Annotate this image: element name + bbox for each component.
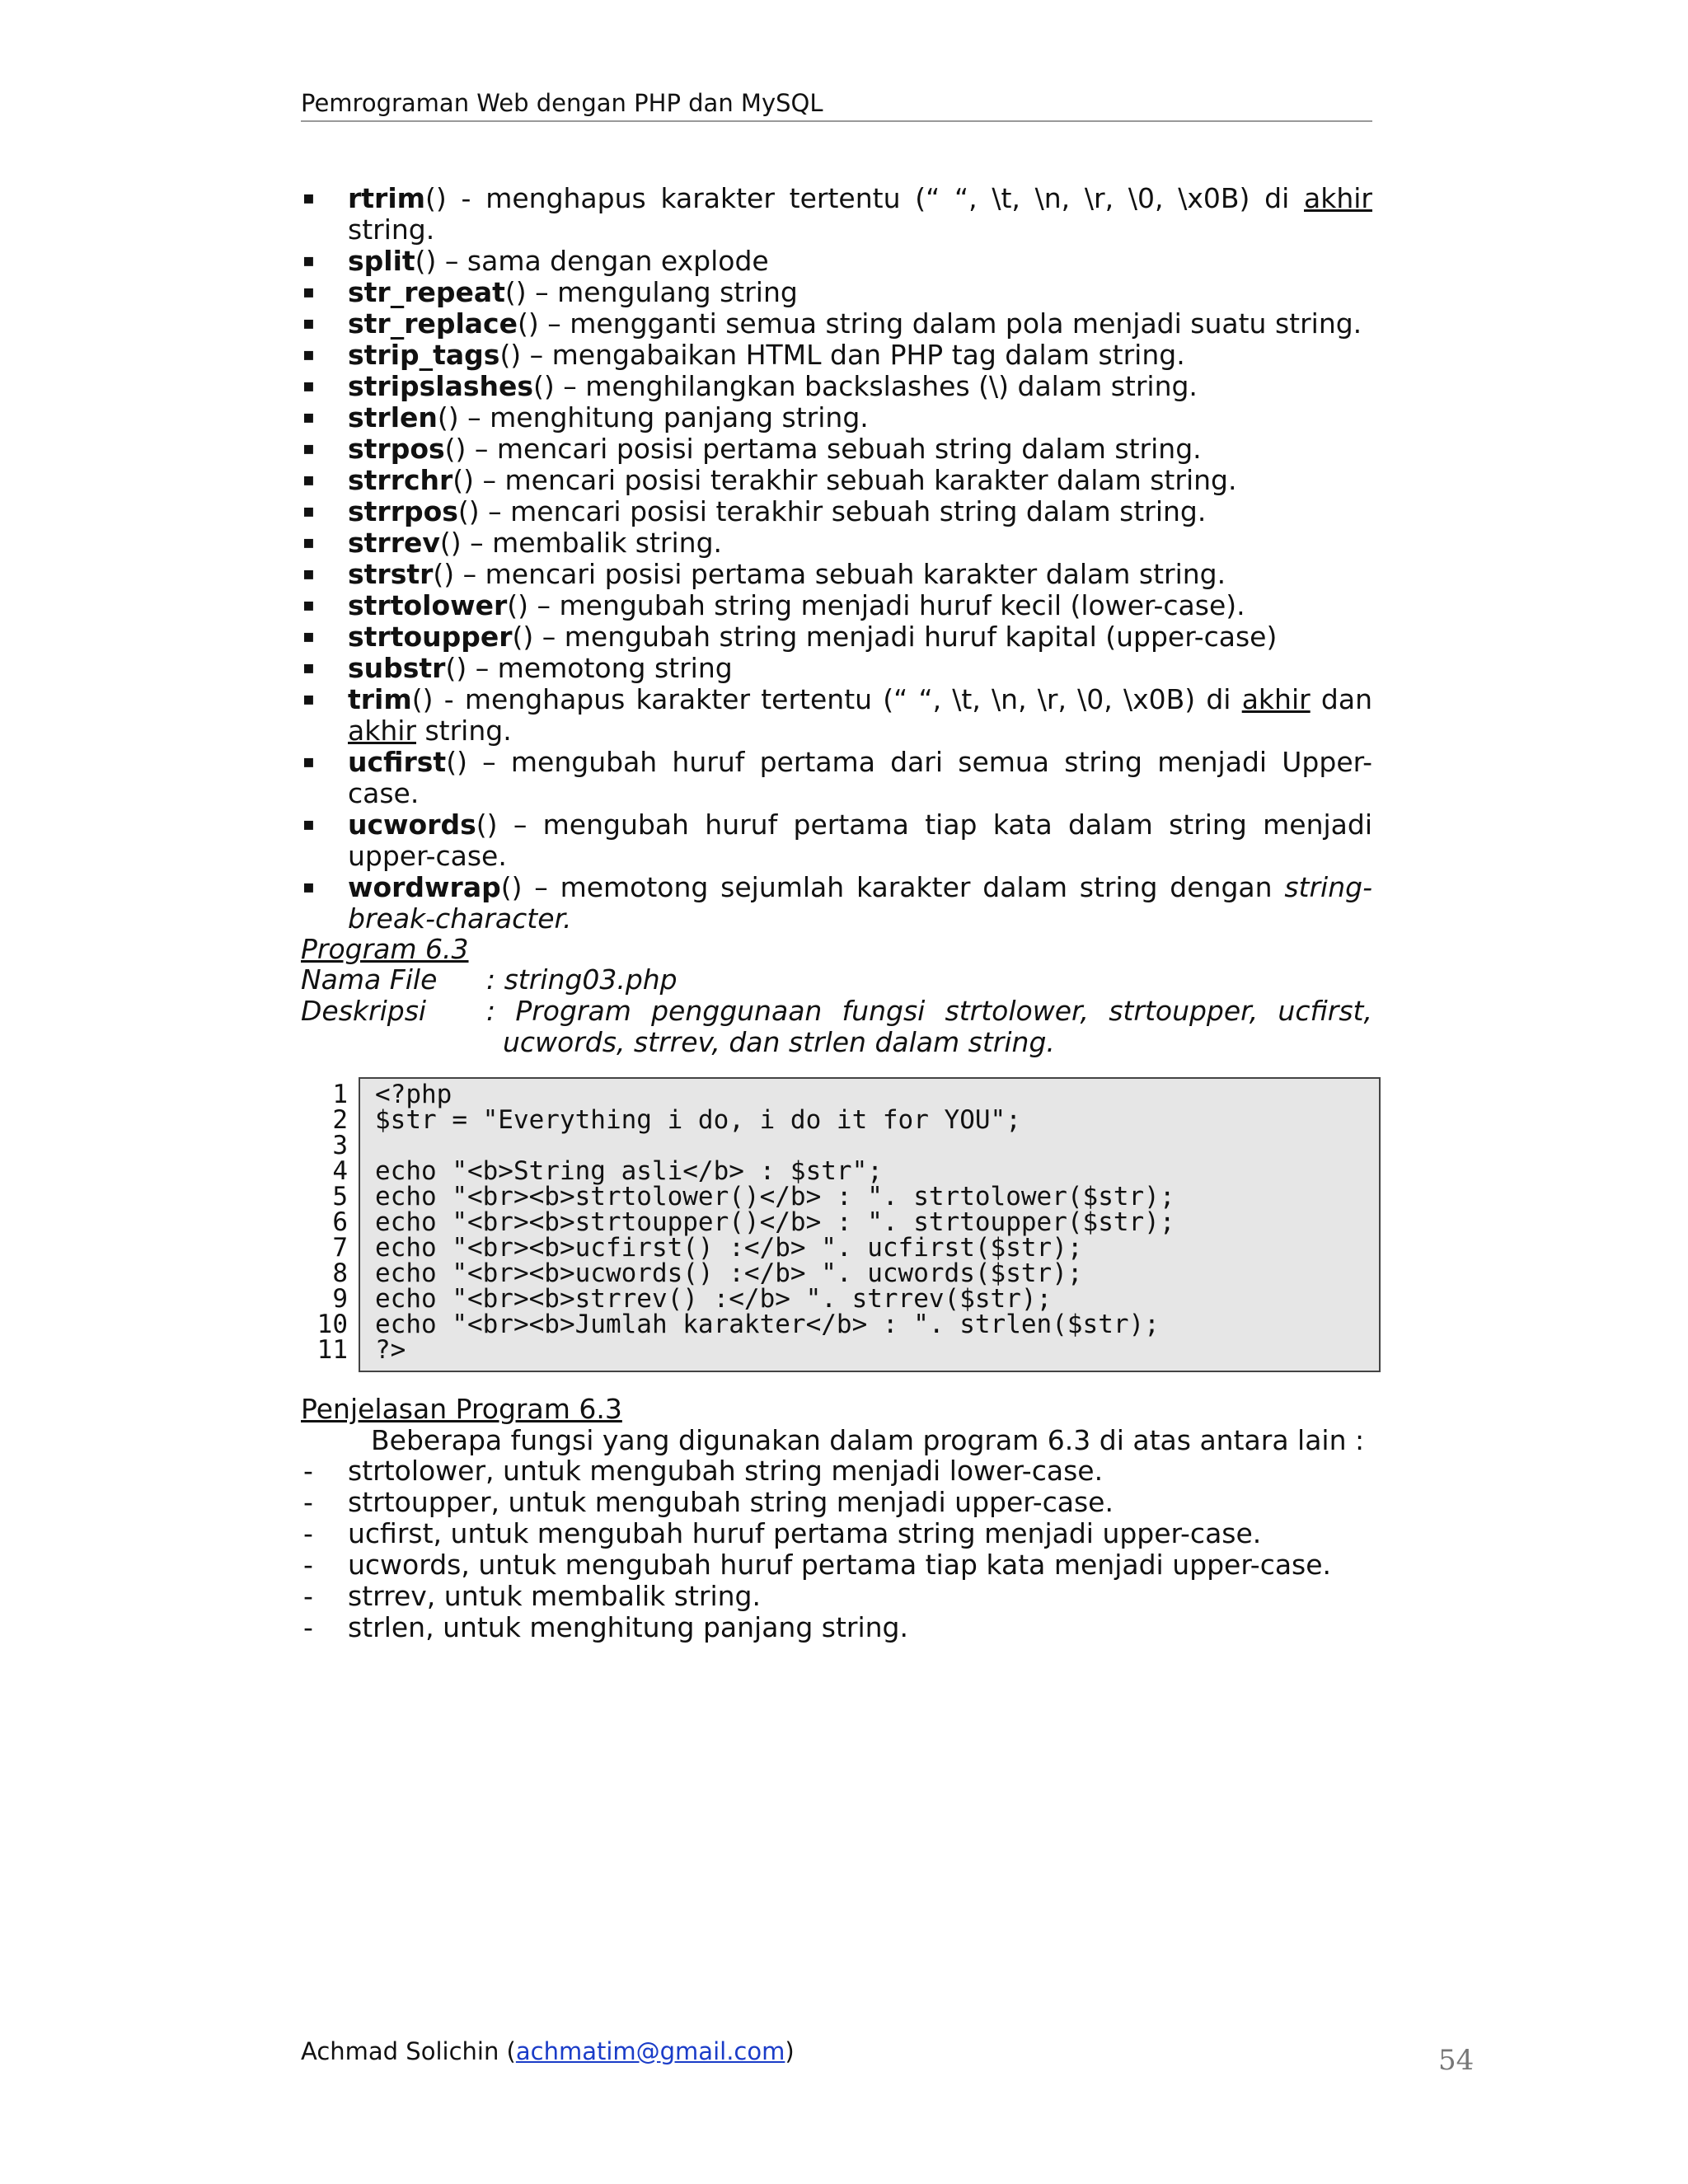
function-desc-italic: string-break-character. bbox=[348, 871, 1372, 935]
bullet-icon: ▪ bbox=[302, 188, 315, 209]
file-name-value: : string03.php bbox=[486, 963, 678, 996]
function-desc: () – menghitung panjang string. bbox=[437, 401, 869, 434]
function-desc: () – mengganti semua string dalam pola menjadi suatu string. bbox=[518, 307, 1362, 340]
function-item-str-replace bbox=[301, 308, 1372, 340]
function-desc: () – mengulang string bbox=[504, 276, 798, 308]
dash-marker: - bbox=[303, 1486, 313, 1518]
function-item-strrev bbox=[301, 527, 1372, 559]
function-desc: () – mencari posisi pertama sebuah karakter dalam string. bbox=[433, 558, 1226, 590]
bullet-icon: ▪ bbox=[302, 282, 315, 302]
function-desc: () – mencari posisi pertama sebuah string dalam string. bbox=[444, 433, 1202, 465]
code-listing: <?php $str = "Everything i do, i do it for YOU"; echo "<b>String asli</b> : $str"; echo "<br><b>strtolower()</b> : ". strtolower($str); echo "<br><b>strtoupper()</b> : ". strtoupper($str); echo "<br><b>ucfirst() :</b> ". ucfirst($str); echo "<br><b>ucwords() :</b> ". ucwords($str); echo "<br><b>strrev() :</b> ". strrev($str); echo "<br><b>Jumlah karakter</b> : ". strlen($str); ?> bbox=[375, 1080, 1175, 1365]
function-name: strrpos bbox=[348, 495, 458, 527]
function-name: substr bbox=[348, 652, 446, 684]
description-label: Deskripsi bbox=[301, 995, 427, 1027]
function-name: strrev bbox=[348, 527, 440, 559]
function-list bbox=[301, 183, 1372, 935]
bullet-icon: ▪ bbox=[302, 658, 315, 678]
dash-marker: - bbox=[303, 1611, 313, 1643]
function-item-strrchr bbox=[301, 465, 1372, 496]
file-name-label: Nama File bbox=[301, 963, 438, 996]
function-name: ucwords bbox=[348, 808, 476, 841]
bullet-icon: ▪ bbox=[302, 376, 315, 396]
bullet-icon: ▪ bbox=[302, 344, 315, 365]
function-item-substr bbox=[301, 653, 1372, 684]
function-item-wordwrap bbox=[301, 872, 1372, 935]
function-name: strip_tags bbox=[348, 339, 500, 371]
bullet-icon: ▪ bbox=[302, 470, 315, 490]
function-name: str_replace bbox=[348, 307, 518, 340]
function-item-stripslashes bbox=[301, 371, 1372, 402]
function-desc: () – mengubah string menjadi huruf kapital (upper-case) bbox=[512, 621, 1278, 653]
explanation-text: strtolower, untuk mengubah string menjadi lower-case. bbox=[348, 1455, 1104, 1487]
function-desc: () - menghapus karakter tertentu (“ “, \t, \n, \r, \0, \x0B) di bbox=[425, 182, 1305, 214]
explanation-text: strtoupper, untuk mengubah string menjadi upper-case. bbox=[348, 1486, 1114, 1518]
bullet-icon: ▪ bbox=[302, 814, 315, 835]
explanation-item bbox=[301, 1581, 1372, 1612]
function-desc: () – mengubah huruf pertama tiap kata dalam string menjadi upper-case. bbox=[348, 808, 1372, 872]
explanation-title: Penjelasan Program 6.3 bbox=[301, 1393, 622, 1425]
description-row bbox=[301, 996, 1372, 1058]
bullet-icon: ▪ bbox=[302, 532, 315, 553]
bullet-icon: ▪ bbox=[302, 407, 315, 428]
function-item-str-repeat bbox=[301, 277, 1372, 308]
function-desc: () – membalik string. bbox=[439, 527, 723, 559]
function-desc: () - menghapus karakter tertentu (“ “, \t, \n, \r, \0, \x0B) di bbox=[411, 683, 1242, 715]
bullet-icon: ▪ bbox=[302, 689, 315, 710]
program-meta bbox=[301, 964, 1372, 1058]
function-item-strip-tags bbox=[301, 340, 1372, 371]
underlined-word: akhir bbox=[1241, 683, 1311, 715]
explanation-item bbox=[301, 1487, 1372, 1518]
bullet-icon: ▪ bbox=[302, 595, 315, 616]
description-value: : Program penggunaan fungsi strtolower, strtoupper, ucfirst, ucwords, strrev, dan strlen dalam string. bbox=[486, 995, 1372, 1058]
explanation-item bbox=[301, 1455, 1372, 1487]
function-name: stripslashes bbox=[348, 370, 534, 402]
bullet-icon: ▪ bbox=[302, 564, 315, 584]
author-close-paren: ) bbox=[785, 2037, 795, 2065]
bullet-icon: ▪ bbox=[302, 313, 315, 334]
function-name: trim bbox=[348, 683, 412, 715]
function-item-strtolower bbox=[301, 590, 1372, 621]
function-item-trim bbox=[301, 684, 1372, 747]
function-name: str_repeat bbox=[348, 276, 505, 308]
function-desc: () – menghilangkan backslashes (\) dalam string. bbox=[533, 370, 1198, 402]
bullet-icon: ▪ bbox=[302, 501, 315, 522]
function-desc: () – sama dengan explode bbox=[415, 245, 769, 277]
function-item-strtoupper bbox=[301, 621, 1372, 653]
bullet-icon: ▪ bbox=[302, 438, 315, 459]
function-name: strlen bbox=[348, 401, 438, 434]
function-item-strstr bbox=[301, 559, 1372, 590]
page-footer bbox=[301, 2037, 795, 2065]
function-item-strlen bbox=[301, 402, 1372, 434]
explanation-item bbox=[301, 1612, 1372, 1643]
function-name: strrchr bbox=[348, 464, 453, 496]
function-item-strrpos bbox=[301, 496, 1372, 527]
function-name: rtrim bbox=[348, 182, 426, 214]
explanation-text: strlen, untuk menghitung panjang string. bbox=[348, 1611, 908, 1643]
function-desc: () – memotong sejumlah karakter dalam string dengan bbox=[500, 871, 1285, 903]
explanation-intro: Beberapa fungsi yang digunakan dalam program 6.3 di atas antara lain : bbox=[371, 1424, 1365, 1456]
page-header: Pemrograman Web dengan PHP dan MySQL bbox=[301, 89, 1372, 122]
author-email-link[interactable]: achmatim@gmail.com bbox=[515, 2037, 785, 2065]
dash-marker: - bbox=[303, 1580, 313, 1612]
function-desc: () – mengubah huruf pertama dari semua string menjadi Upper-case. bbox=[348, 746, 1372, 809]
author-name: Achmad Solichin ( bbox=[301, 2037, 516, 2065]
function-name: split bbox=[348, 245, 415, 277]
function-desc: () – mengabaikan HTML dan PHP tag dalam string. bbox=[499, 339, 1185, 371]
function-item-ucfirst bbox=[301, 747, 1372, 809]
explanation-text: ucwords, untuk mengubah huruf pertama tiap kata menjadi upper-case. bbox=[348, 1549, 1332, 1581]
function-desc: () – mencari posisi terakhir sebuah string dalam string. bbox=[457, 495, 1207, 527]
explanation-text: strrev, untuk membalik string. bbox=[348, 1580, 761, 1612]
bullet-icon: ▪ bbox=[302, 752, 315, 772]
dash-marker: - bbox=[303, 1549, 313, 1581]
function-item-ucwords bbox=[301, 809, 1372, 872]
code-line-numbers: 1 2 3 4 5 6 7 8 9 10 11 bbox=[316, 1080, 348, 1365]
explanation-text: ucfirst, untuk mengubah huruf pertama string menjadi upper-case. bbox=[348, 1517, 1262, 1549]
explanation-item bbox=[301, 1518, 1372, 1549]
dash-marker: - bbox=[303, 1517, 313, 1549]
function-item-rtrim bbox=[301, 183, 1372, 246]
page-number: 54 bbox=[1438, 2044, 1475, 2077]
function-item-strpos bbox=[301, 434, 1372, 465]
dash-marker: - bbox=[303, 1455, 313, 1487]
explanation-list bbox=[301, 1455, 1372, 1643]
bullet-icon: ▪ bbox=[302, 626, 315, 647]
bullet-icon: ▪ bbox=[302, 877, 315, 898]
function-desc: () – mengubah string menjadi huruf kecil (lower-case). bbox=[507, 589, 1245, 621]
function-name: strtoupper bbox=[348, 621, 513, 653]
function-item-split bbox=[301, 246, 1372, 277]
underlined-word: akhir bbox=[1304, 182, 1372, 214]
function-name: wordwrap bbox=[348, 871, 501, 903]
file-name-row bbox=[301, 964, 1372, 996]
function-name: strstr bbox=[348, 558, 434, 590]
function-desc: () – mencari posisi terakhir sebuah karakter dalam string. bbox=[452, 464, 1237, 496]
function-desc-mid: dan bbox=[1310, 683, 1372, 715]
function-desc-end: string. bbox=[415, 715, 512, 747]
program-title: Program 6.3 bbox=[301, 933, 469, 965]
function-name: strtolower bbox=[348, 589, 508, 621]
function-desc-mid: string. bbox=[348, 213, 435, 246]
bullet-icon: ▪ bbox=[302, 251, 315, 271]
function-desc: () – memotong string bbox=[445, 652, 733, 684]
function-name: strpos bbox=[348, 433, 445, 465]
explanation-item bbox=[301, 1549, 1372, 1581]
underlined-word: akhir bbox=[348, 715, 416, 747]
function-name: ucfirst bbox=[348, 746, 447, 778]
